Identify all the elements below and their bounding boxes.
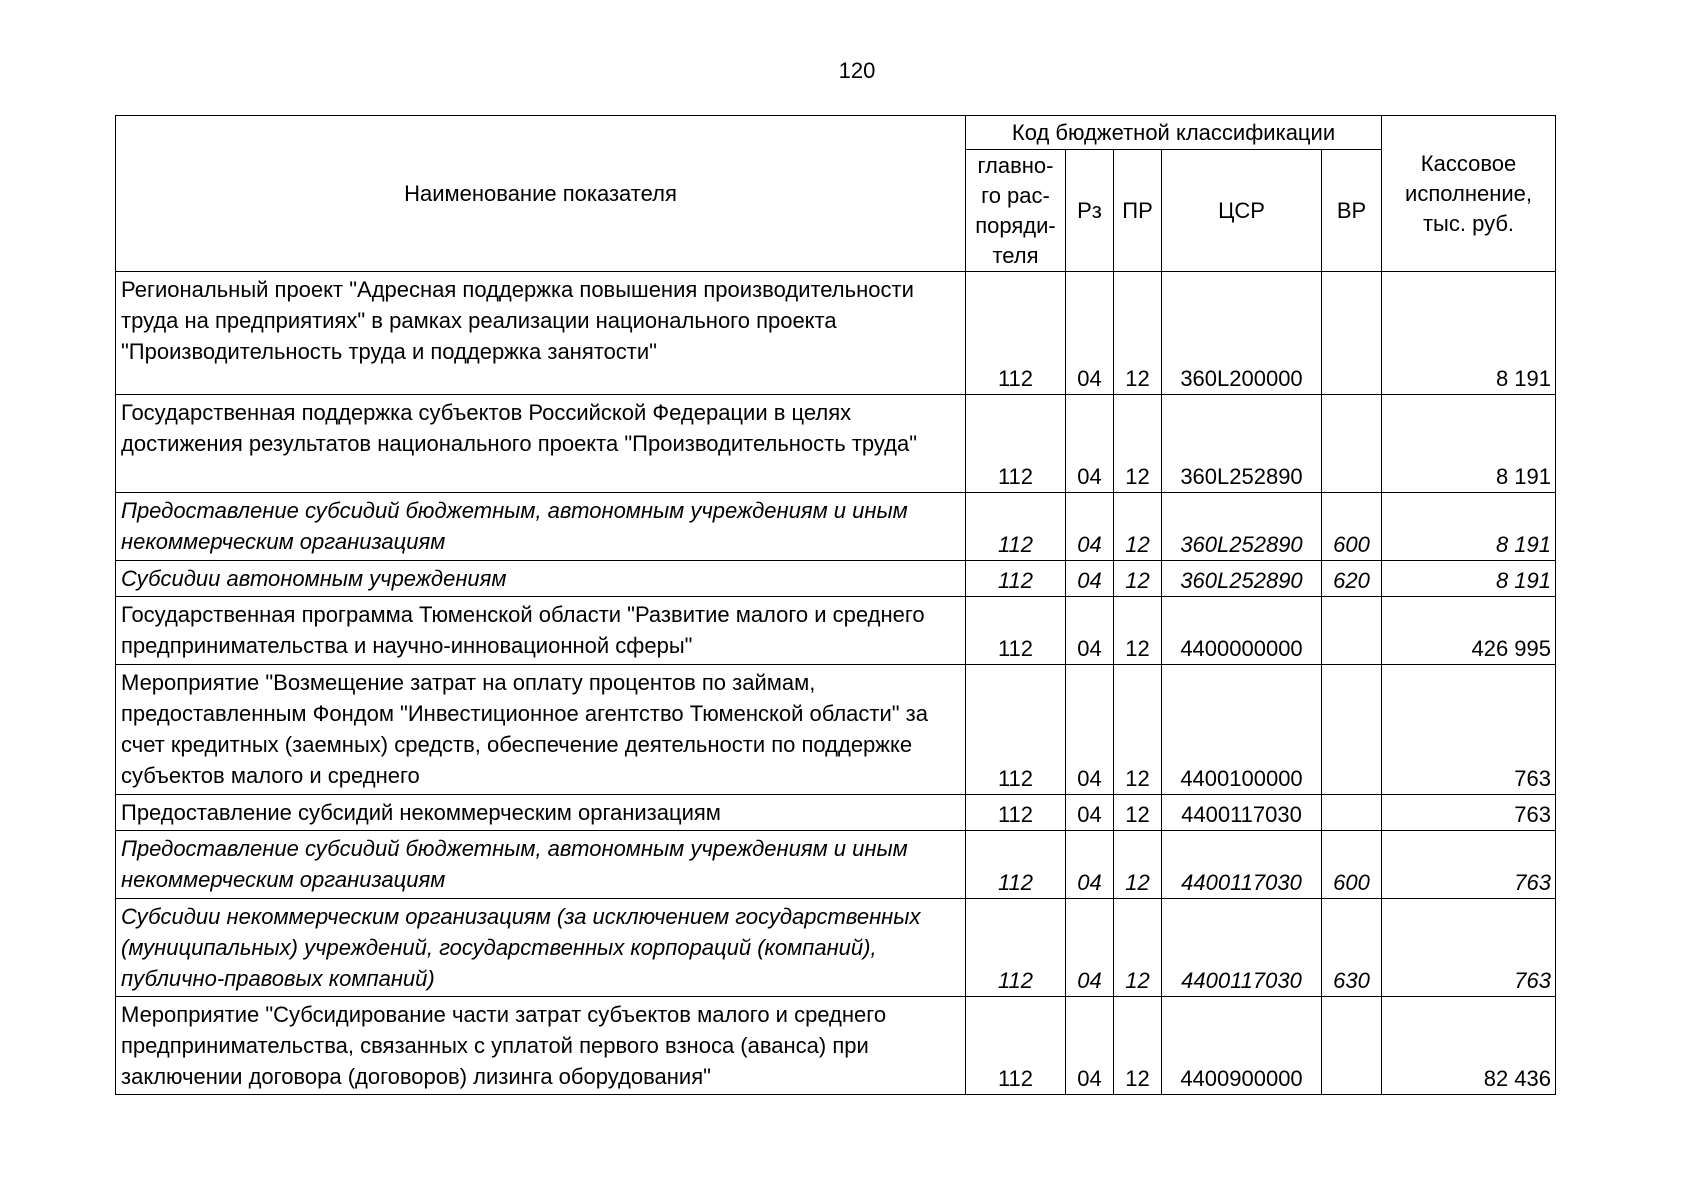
header-grbs-line-1: главно- xyxy=(977,152,1054,178)
row-name: Субсидии некоммерческим организациям (за исключением государственных (муниципальных) учреждений, государственных корпораций (компаний), публично-правовых компаний) xyxy=(116,899,966,997)
row-rz: 04 xyxy=(1066,493,1114,561)
row-grbs: 112 xyxy=(966,899,1066,997)
header-pr: ПР xyxy=(1114,150,1162,272)
table-row xyxy=(116,831,1556,899)
row-vr xyxy=(1322,395,1382,493)
row-name: Предоставление субсидий бюджетным, автономным учреждениям и иным некоммерческим организациям xyxy=(116,831,966,899)
table-row xyxy=(116,997,1556,1095)
row-pr: 12 xyxy=(1114,795,1162,831)
row-amount: 8 191 xyxy=(1382,272,1556,395)
header-grbs-line-4: теля xyxy=(992,242,1039,268)
row-pr: 12 xyxy=(1114,493,1162,561)
row-csr: 4400100000 xyxy=(1162,665,1322,795)
row-name: Государственная программа Тюменской области "Развитие малого и среднего предпринимательства и научно-инновационной сферы" xyxy=(116,597,966,665)
row-csr: 4400117030 xyxy=(1162,899,1322,997)
row-pr: 12 xyxy=(1114,395,1162,493)
row-grbs: 112 xyxy=(966,561,1066,597)
row-grbs: 112 xyxy=(966,997,1066,1095)
row-vr: 600 xyxy=(1322,493,1382,561)
row-pr: 12 xyxy=(1114,272,1162,395)
row-vr xyxy=(1322,597,1382,665)
header-amount-line-1: Кассовое xyxy=(1420,150,1517,176)
header-amount-line-3: тыс. руб. xyxy=(1422,210,1515,236)
row-csr: 4400117030 xyxy=(1162,831,1322,899)
row-vr: 630 xyxy=(1322,899,1382,997)
row-csr: 360L200000 xyxy=(1162,272,1322,395)
table-row xyxy=(116,493,1556,561)
row-grbs: 112 xyxy=(966,665,1066,795)
row-name: Государственная поддержка субъектов Российской Федерации в целях достижения результатов национального проекта "Производительность труда" xyxy=(116,395,966,493)
header-grbs-line-3: поряди- xyxy=(975,212,1056,238)
row-rz: 04 xyxy=(1066,272,1114,395)
row-name: Предоставление субсидий некоммерческим организациям xyxy=(116,795,966,831)
row-amount: 426 995 xyxy=(1382,597,1556,665)
table-row xyxy=(116,272,1556,395)
table-body xyxy=(116,272,1556,1095)
row-rz: 04 xyxy=(1066,899,1114,997)
header-grbs xyxy=(966,150,1066,272)
table-row xyxy=(116,561,1556,597)
row-rz: 04 xyxy=(1066,395,1114,493)
row-csr: 360L252890 xyxy=(1162,395,1322,493)
row-name: Мероприятие "Субсидирование части затрат субъектов малого и среднего предпринимательства, связанных с уплатой первого взноса (аванса) при заключении договора (договоров) лизинга оборудования" xyxy=(116,997,966,1095)
row-rz: 04 xyxy=(1066,597,1114,665)
header-rz: Рз xyxy=(1066,150,1114,272)
row-grbs: 112 xyxy=(966,831,1066,899)
row-csr: 4400900000 xyxy=(1162,997,1322,1095)
row-name: Субсидии автономным учреждениям xyxy=(116,561,966,597)
row-amount: 763 xyxy=(1382,795,1556,831)
row-amount: 763 xyxy=(1382,899,1556,997)
row-amount: 8 191 xyxy=(1382,561,1556,597)
row-pr: 12 xyxy=(1114,597,1162,665)
row-vr xyxy=(1322,997,1382,1095)
row-csr: 360L252890 xyxy=(1162,561,1322,597)
row-name: Мероприятие "Возмещение затрат на оплату процентов по займам, предоставленным Фондом "Инвестиционное агентство Тюменской области" за счет кредитных (заемных) средств, обеспечение деятельности по поддержке субъектов малого и среднего xyxy=(116,665,966,795)
row-csr: 4400000000 xyxy=(1162,597,1322,665)
row-grbs: 112 xyxy=(966,395,1066,493)
table-row xyxy=(116,597,1556,665)
row-rz: 04 xyxy=(1066,831,1114,899)
row-amount: 763 xyxy=(1382,831,1556,899)
header-code-group: Код бюджетной классификации xyxy=(966,116,1382,150)
budget-table xyxy=(115,115,1556,1095)
row-rz: 04 xyxy=(1066,665,1114,795)
row-rz: 04 xyxy=(1066,795,1114,831)
header-vr: ВР xyxy=(1322,150,1382,272)
table-row xyxy=(116,665,1556,795)
row-name: Региональный проект "Адресная поддержка повышения производительности труда на предприятиях" в рамках реализации национального проекта "Производительность труда и поддержка занятости" xyxy=(116,272,966,395)
row-name: Предоставление субсидий бюджетным, автономным учреждениям и иным некоммерческим организациям xyxy=(116,493,966,561)
table-row xyxy=(116,395,1556,493)
table-row xyxy=(116,795,1556,831)
row-grbs: 112 xyxy=(966,597,1066,665)
row-grbs: 112 xyxy=(966,795,1066,831)
row-vr: 620 xyxy=(1322,561,1382,597)
header-amount-line-2: исполнение, xyxy=(1405,180,1532,206)
row-vr xyxy=(1322,272,1382,395)
header-grbs-line-2: го рас- xyxy=(981,182,1050,208)
row-amount: 8 191 xyxy=(1382,493,1556,561)
row-pr: 12 xyxy=(1114,997,1162,1095)
row-pr: 12 xyxy=(1114,665,1162,795)
row-rz: 04 xyxy=(1066,997,1114,1095)
row-rz: 04 xyxy=(1066,561,1114,597)
row-pr: 12 xyxy=(1114,831,1162,899)
table-row xyxy=(116,899,1556,997)
header-amount xyxy=(1382,116,1556,272)
header-csr: ЦСР xyxy=(1162,150,1322,272)
row-amount: 8 191 xyxy=(1382,395,1556,493)
row-csr: 4400117030 xyxy=(1162,795,1322,831)
row-grbs: 112 xyxy=(966,493,1066,561)
row-vr xyxy=(1322,795,1382,831)
row-pr: 12 xyxy=(1114,899,1162,997)
row-grbs: 112 xyxy=(966,272,1066,395)
row-csr: 360L252890 xyxy=(1162,493,1322,561)
header-name: Наименование показателя xyxy=(116,116,966,272)
row-pr: 12 xyxy=(1114,561,1162,597)
row-vr xyxy=(1322,665,1382,795)
row-amount: 763 xyxy=(1382,665,1556,795)
row-vr: 600 xyxy=(1322,831,1382,899)
page-number: 120 xyxy=(838,58,876,83)
row-amount: 82 436 xyxy=(1382,997,1556,1095)
